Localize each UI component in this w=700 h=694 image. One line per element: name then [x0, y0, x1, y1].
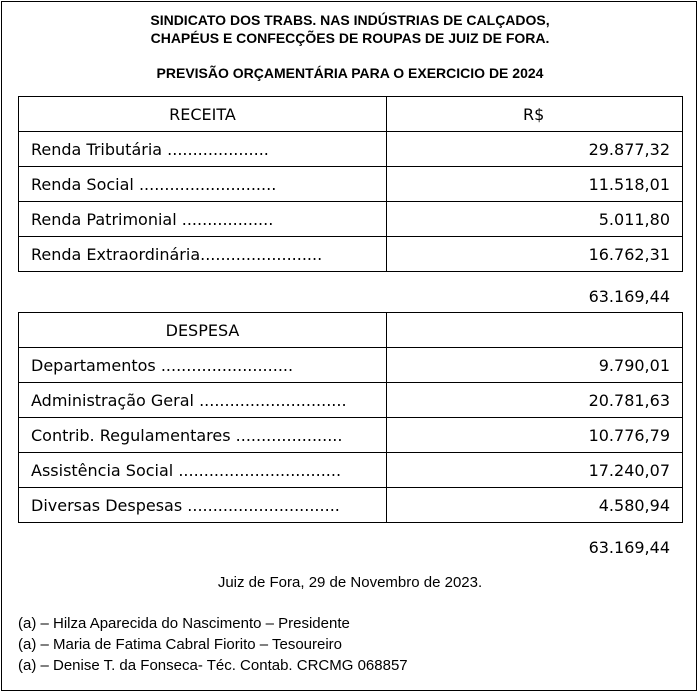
despesa-heading: DESPESA — [19, 313, 387, 348]
row-value: 9.790,01 — [387, 348, 683, 383]
currency-heading: R$ — [387, 97, 683, 132]
row-label: Contrib. Regulamentares ..................... — [19, 418, 387, 453]
row-value: 20.781,63 — [387, 383, 683, 418]
table-row — [19, 418, 683, 453]
table-row — [19, 237, 683, 272]
row-value: 16.762,31 — [387, 237, 683, 272]
row-value: 10.776,79 — [387, 418, 683, 453]
row-label: Diversas Despesas .............................. — [19, 488, 387, 523]
row-value: 5.011,80 — [387, 202, 683, 237]
despesa-table — [18, 312, 683, 523]
despesa-header-row — [19, 313, 683, 348]
table-row — [19, 488, 683, 523]
row-value: 11.518,01 — [387, 167, 683, 202]
row-label: Administração Geral ............................. — [19, 383, 387, 418]
signature-treasurer: (a) – Maria de Fatima Cabral Fiorito – Tesoureiro — [18, 636, 343, 653]
receita-heading: RECEITA — [19, 97, 387, 132]
table-row — [19, 202, 683, 237]
row-label: Renda Tributária .................... — [19, 132, 387, 167]
receita-total: 63.169,44 — [588, 287, 670, 306]
table-row — [19, 453, 683, 488]
table-row — [19, 167, 683, 202]
row-label: Departamentos .......................... — [19, 348, 387, 383]
despesa-total: 63.169,44 — [588, 538, 670, 557]
row-label: Renda Social ........................... — [19, 167, 387, 202]
table-row — [19, 383, 683, 418]
table-row — [19, 132, 683, 167]
row-label: Renda Extraordinária........................ — [19, 237, 387, 272]
receita-table — [18, 96, 683, 272]
table-row — [19, 348, 683, 383]
document-date: Juiz de Fora, 29 de Novembro de 2023. — [217, 574, 483, 591]
despesa-header-blank — [387, 313, 683, 348]
signature-president: (a) – Hilza Aparecida do Nascimento – Presidente — [18, 615, 350, 632]
row-value: 4.580,94 — [387, 488, 683, 523]
union-name-line-2: CHAPÉUS E CONFECÇÕES DE ROUPAS DE JUIZ DE FORA. — [150, 30, 550, 46]
signature-accountant: (a) – Denise T. da Fonseca- Téc. Contab. CRCMG 068857 — [18, 657, 408, 674]
union-name-line-1: SINDICATO DOS TRABS. NAS INDÚSTRIAS DE CALÇADOS, — [150, 12, 550, 28]
receita-header-row — [19, 97, 683, 132]
row-value: 29.877,32 — [387, 132, 683, 167]
row-label: Renda Patrimonial .................. — [19, 202, 387, 237]
row-value: 17.240,07 — [387, 453, 683, 488]
document-subtitle: PREVISÃO ORÇAMENTÁRIA PARA O EXERCICIO DE 2024 — [156, 65, 544, 81]
row-label: Assistência Social ................................ — [19, 453, 387, 488]
